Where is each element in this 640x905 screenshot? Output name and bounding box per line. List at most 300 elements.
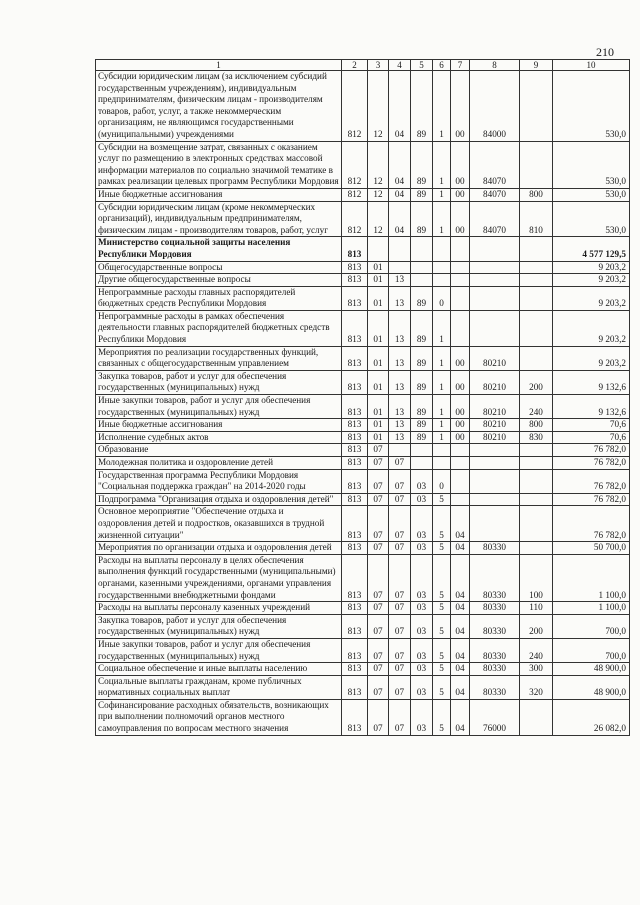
row-name: Социальные выплаты гражданам, кроме публичных нормативных социальных выплат <box>96 675 342 699</box>
table-row <box>96 469 630 493</box>
col-header: 1 <box>96 60 342 71</box>
row-code-c8: 80210 <box>470 370 520 394</box>
row-code-c3: 07 <box>368 602 389 615</box>
row-code-c2: 813 <box>342 542 368 555</box>
row-code-c6: 5 <box>433 493 451 506</box>
row-code-c5: 03 <box>411 614 433 638</box>
row-code-c4 <box>389 444 411 457</box>
col-header: 9 <box>520 60 553 71</box>
row-code-c6: 1 <box>433 188 451 201</box>
page-number: 210 <box>596 45 614 59</box>
row-code-c9 <box>520 71 553 142</box>
row-code-c3: 07 <box>368 675 389 699</box>
row-code-c6: 1 <box>433 419 451 432</box>
col-header: 10 <box>553 60 630 71</box>
row-code-c7: 00 <box>451 419 470 432</box>
row-code-c3: 07 <box>368 614 389 638</box>
table-row <box>96 699 630 735</box>
row-code-c7 <box>451 493 470 506</box>
row-code-c8: 80330 <box>470 542 520 555</box>
row-code-c4: 04 <box>389 188 411 201</box>
row-code-c7: 00 <box>451 71 470 142</box>
table-row <box>96 201 630 237</box>
row-code-c7: 00 <box>451 141 470 188</box>
row-code-c8: 80210 <box>470 346 520 370</box>
row-code-c6 <box>433 261 451 274</box>
row-code-c8: 80330 <box>470 675 520 699</box>
row-code-c6 <box>433 444 451 457</box>
row-code-c3: 12 <box>368 71 389 142</box>
row-code-c9: 240 <box>520 395 553 419</box>
row-code-c5: 03 <box>411 638 433 662</box>
row-code-c8 <box>470 274 520 287</box>
row-code-c4: 07 <box>389 493 411 506</box>
row-name: Субсидии юридическим лицам (кроме некоммерческих организаций), индивидуальным предпринимателям, физическим лицам - производителям товаров, работ, услуг <box>96 201 342 237</box>
row-name: Образование <box>96 444 342 457</box>
row-code-c4: 07 <box>389 554 411 601</box>
row-code-c5: 89 <box>411 286 433 310</box>
table-row <box>96 614 630 638</box>
row-code-c9 <box>520 506 553 542</box>
table-row <box>96 493 630 506</box>
row-code-c3: 07 <box>368 663 389 676</box>
row-code-c3: 12 <box>368 188 389 201</box>
table-row <box>96 554 630 601</box>
row-code-c2: 813 <box>342 346 368 370</box>
col-header: 6 <box>433 60 451 71</box>
row-code-c2: 813 <box>342 554 368 601</box>
table-row <box>96 506 630 542</box>
row-name: Мероприятия по организации отдыха и оздоровления детей <box>96 542 342 555</box>
row-code-c7: 04 <box>451 542 470 555</box>
row-amount: 530,0 <box>553 188 630 201</box>
row-code-c9 <box>520 286 553 310</box>
row-code-c6: 5 <box>433 542 451 555</box>
row-amount: 70,6 <box>553 419 630 432</box>
row-code-c4: 07 <box>389 506 411 542</box>
row-code-c8: 80210 <box>470 419 520 432</box>
row-amount: 48 900,0 <box>553 675 630 699</box>
row-amount: 530,0 <box>553 71 630 142</box>
table-row <box>96 71 630 142</box>
row-code-c2: 813 <box>342 274 368 287</box>
row-code-c6: 0 <box>433 469 451 493</box>
row-code-c5: 89 <box>411 431 433 444</box>
col-header: 4 <box>389 60 411 71</box>
row-code-c4: 07 <box>389 699 411 735</box>
row-code-c7 <box>451 286 470 310</box>
row-name: Иные бюджетные ассигнования <box>96 419 342 432</box>
row-code-c4: 07 <box>389 542 411 555</box>
row-amount: 9 203,2 <box>553 286 630 310</box>
row-code-c6: 0 <box>433 286 451 310</box>
row-code-c5: 89 <box>411 141 433 188</box>
row-amount: 76 782,0 <box>553 444 630 457</box>
row-code-c7: 00 <box>451 188 470 201</box>
table-row <box>96 274 630 287</box>
row-code-c9: 830 <box>520 431 553 444</box>
row-code-c9 <box>520 346 553 370</box>
row-code-c4: 13 <box>389 395 411 419</box>
row-code-c3 <box>368 237 389 261</box>
row-code-c6: 5 <box>433 554 451 601</box>
row-code-c2: 813 <box>342 493 368 506</box>
row-code-c5: 89 <box>411 201 433 237</box>
row-code-c2: 813 <box>342 431 368 444</box>
row-code-c9 <box>520 493 553 506</box>
row-code-c2: 813 <box>342 261 368 274</box>
row-code-c2: 813 <box>342 602 368 615</box>
table-row <box>96 675 630 699</box>
row-code-c4: 07 <box>389 675 411 699</box>
row-name: Субсидии юридическим лицам (за исключением субсидий государственным учреждениям), индивидуальным предпринимателям, физическим лицам - производителям товаров, работ, услуг, а также некоммерческим организациям, не являющимся государственными (муниципальными) учреждениями <box>96 71 342 142</box>
row-code-c9 <box>520 261 553 274</box>
row-code-c8 <box>470 469 520 493</box>
row-amount: 50 700,0 <box>553 542 630 555</box>
row-code-c3: 01 <box>368 431 389 444</box>
row-code-c7: 00 <box>451 395 470 419</box>
row-code-c2: 812 <box>342 71 368 142</box>
row-code-c5: 03 <box>411 554 433 601</box>
row-code-c3: 12 <box>368 141 389 188</box>
row-code-c7 <box>451 237 470 261</box>
row-amount: 76 782,0 <box>553 457 630 470</box>
row-name: Софинансирование расходных обязательств, возникающих при выполнении полномочий органов местного самоуправления по вопросам местного значения <box>96 699 342 735</box>
row-code-c6: 5 <box>433 699 451 735</box>
row-code-c5: 89 <box>411 395 433 419</box>
row-code-c7: 04 <box>451 663 470 676</box>
row-code-c9 <box>520 310 553 346</box>
row-code-c5 <box>411 444 433 457</box>
row-code-c2: 813 <box>342 444 368 457</box>
row-code-c9 <box>520 141 553 188</box>
row-code-c3: 07 <box>368 469 389 493</box>
row-code-c5: 03 <box>411 699 433 735</box>
row-code-c4: 13 <box>389 370 411 394</box>
row-code-c8: 80330 <box>470 554 520 601</box>
row-code-c4: 07 <box>389 602 411 615</box>
row-code-c3: 12 <box>368 201 389 237</box>
row-code-c9 <box>520 457 553 470</box>
row-code-c8 <box>470 444 520 457</box>
row-code-c9: 320 <box>520 675 553 699</box>
table-row <box>96 602 630 615</box>
row-code-c8 <box>470 261 520 274</box>
row-code-c7 <box>451 469 470 493</box>
row-code-c4: 13 <box>389 419 411 432</box>
row-code-c8: 80210 <box>470 395 520 419</box>
row-code-c8 <box>470 457 520 470</box>
row-code-c7: 04 <box>451 614 470 638</box>
row-amount: 1 100,0 <box>553 602 630 615</box>
row-amount: 9 132,6 <box>553 370 630 394</box>
row-code-c7 <box>451 274 470 287</box>
row-name: Субсидии на возмещение затрат, связанных с оказанием услуг по размещению в электронных средствах массовой информации материалов по социально значимой тематике в рамках реализации целевых программ Республики Мордовия <box>96 141 342 188</box>
row-code-c2: 813 <box>342 469 368 493</box>
col-header: 8 <box>470 60 520 71</box>
row-code-c6: 5 <box>433 602 451 615</box>
col-header: 7 <box>451 60 470 71</box>
col-header: 3 <box>368 60 389 71</box>
row-amount: 26 082,0 <box>553 699 630 735</box>
row-amount: 700,0 <box>553 614 630 638</box>
row-code-c6: 5 <box>433 663 451 676</box>
row-code-c9 <box>520 469 553 493</box>
row-code-c8 <box>470 493 520 506</box>
row-code-c6: 1 <box>433 431 451 444</box>
row-code-c5: 03 <box>411 675 433 699</box>
row-code-c6 <box>433 457 451 470</box>
row-name: Подпрограмма "Организация отдыха и оздоровления детей" <box>96 493 342 506</box>
row-name: Основное мероприятие "Обеспечение отдыха и оздоровления детей и подростков, оказавшихся в трудной жизненной ситуации" <box>96 506 342 542</box>
row-code-c8 <box>470 286 520 310</box>
row-code-c5: 89 <box>411 310 433 346</box>
row-amount: 76 782,0 <box>553 469 630 493</box>
row-code-c3: 01 <box>368 261 389 274</box>
row-code-c5: 03 <box>411 663 433 676</box>
row-code-c6: 5 <box>433 638 451 662</box>
row-code-c4: 07 <box>389 638 411 662</box>
row-amount: 700,0 <box>553 638 630 662</box>
row-name: Непрограммные расходы в рамках обеспечения деятельности главных распорядителей бюджетных средств Республики Мордовия <box>96 310 342 346</box>
row-name: Расходы на выплаты персоналу казенных учреждений <box>96 602 342 615</box>
row-code-c9: 300 <box>520 663 553 676</box>
row-code-c6: 5 <box>433 675 451 699</box>
row-name: Закупка товаров, работ и услуг для обеспечения государственных (муниципальных) нужд <box>96 370 342 394</box>
row-code-c2: 812 <box>342 141 368 188</box>
row-code-c3: 07 <box>368 699 389 735</box>
row-name: Мероприятия по реализации государственных функций, связанных с общегосударственным управлением <box>96 346 342 370</box>
row-code-c2: 813 <box>342 506 368 542</box>
row-code-c6: 1 <box>433 310 451 346</box>
row-name: Закупка товаров, работ и услуг для обеспечения государственных (муниципальных) нужд <box>96 614 342 638</box>
row-code-c7: 04 <box>451 506 470 542</box>
row-code-c8 <box>470 310 520 346</box>
row-code-c2: 813 <box>342 699 368 735</box>
row-code-c6: 5 <box>433 614 451 638</box>
row-code-c5 <box>411 274 433 287</box>
row-code-c7: 00 <box>451 346 470 370</box>
row-code-c4 <box>389 237 411 261</box>
row-code-c5: 03 <box>411 542 433 555</box>
row-code-c2: 813 <box>342 675 368 699</box>
row-amount: 4 577 129,5 <box>553 237 630 261</box>
row-code-c5 <box>411 237 433 261</box>
row-code-c3: 01 <box>368 419 389 432</box>
row-amount: 1 100,0 <box>553 554 630 601</box>
row-code-c4: 04 <box>389 141 411 188</box>
row-code-c3: 07 <box>368 457 389 470</box>
table-row <box>96 431 630 444</box>
row-code-c4: 13 <box>389 346 411 370</box>
row-code-c9: 200 <box>520 614 553 638</box>
table-row <box>96 542 630 555</box>
row-code-c2: 813 <box>342 310 368 346</box>
table-row <box>96 663 630 676</box>
row-code-c2: 813 <box>342 370 368 394</box>
row-amount: 530,0 <box>553 201 630 237</box>
table-row <box>96 261 630 274</box>
row-code-c5 <box>411 457 433 470</box>
row-amount: 9 203,2 <box>553 346 630 370</box>
row-code-c5: 89 <box>411 71 433 142</box>
row-code-c9 <box>520 274 553 287</box>
row-code-c9 <box>520 444 553 457</box>
row-code-c5: 03 <box>411 469 433 493</box>
row-code-c3: 07 <box>368 493 389 506</box>
row-code-c7: 04 <box>451 638 470 662</box>
row-code-c8: 76000 <box>470 699 520 735</box>
row-name: Иные закупки товаров, работ и услуг для обеспечения государственных (муниципальных) нужд <box>96 638 342 662</box>
row-amount: 9 203,2 <box>553 261 630 274</box>
row-code-c3: 01 <box>368 310 389 346</box>
row-code-c4: 13 <box>389 286 411 310</box>
table-row <box>96 395 630 419</box>
row-code-c7: 00 <box>451 370 470 394</box>
row-code-c9 <box>520 237 553 261</box>
row-code-c6: 1 <box>433 141 451 188</box>
row-code-c7 <box>451 310 470 346</box>
row-code-c4 <box>389 261 411 274</box>
row-code-c7: 04 <box>451 675 470 699</box>
row-code-c4: 13 <box>389 274 411 287</box>
row-name: Непрограммные расходы главных распорядителей бюджетных средств Республики Мордовия <box>96 286 342 310</box>
row-code-c4: 13 <box>389 310 411 346</box>
row-code-c2: 813 <box>342 237 368 261</box>
row-code-c8: 80330 <box>470 638 520 662</box>
row-code-c6 <box>433 237 451 261</box>
table-row <box>96 346 630 370</box>
row-code-c9: 800 <box>520 188 553 201</box>
row-code-c7: 00 <box>451 431 470 444</box>
row-code-c9: 110 <box>520 602 553 615</box>
row-code-c2: 812 <box>342 188 368 201</box>
row-code-c8 <box>470 506 520 542</box>
col-header: 2 <box>342 60 368 71</box>
row-code-c3: 07 <box>368 444 389 457</box>
row-code-c9: 100 <box>520 554 553 601</box>
row-code-c4: 07 <box>389 663 411 676</box>
row-code-c4: 04 <box>389 201 411 237</box>
row-code-c2: 813 <box>342 638 368 662</box>
row-code-c5: 03 <box>411 602 433 615</box>
row-code-c7: 04 <box>451 554 470 601</box>
row-code-c2: 812 <box>342 201 368 237</box>
table-row <box>96 310 630 346</box>
row-code-c3: 07 <box>368 506 389 542</box>
row-code-c2: 813 <box>342 457 368 470</box>
row-code-c5: 03 <box>411 493 433 506</box>
row-amount: 76 782,0 <box>553 493 630 506</box>
table-body <box>96 71 630 736</box>
row-amount: 9 132,6 <box>553 395 630 419</box>
row-code-c7: 00 <box>451 201 470 237</box>
row-code-c7: 04 <box>451 699 470 735</box>
row-code-c4: 07 <box>389 457 411 470</box>
row-code-c5: 03 <box>411 506 433 542</box>
row-code-c6: 5 <box>433 506 451 542</box>
row-code-c8: 80330 <box>470 602 520 615</box>
row-code-c2: 813 <box>342 395 368 419</box>
row-code-c7: 04 <box>451 602 470 615</box>
table-row <box>96 444 630 457</box>
row-amount: 9 203,2 <box>553 310 630 346</box>
row-code-c8: 80330 <box>470 614 520 638</box>
budget-table <box>95 59 630 736</box>
row-code-c8: 84070 <box>470 188 520 201</box>
row-code-c9 <box>520 542 553 555</box>
row-code-c3: 01 <box>368 286 389 310</box>
row-code-c8: 80210 <box>470 431 520 444</box>
row-code-c3: 07 <box>368 554 389 601</box>
row-name: Иные бюджетные ассигнования <box>96 188 342 201</box>
row-code-c2: 813 <box>342 614 368 638</box>
row-code-c9 <box>520 699 553 735</box>
row-name: Расходы на выплаты персоналу в целях обеспечения выполнения функций государственными (муниципальными) органами, казенными учреждениями, органами управления государственными внебюджетными фондами <box>96 554 342 601</box>
row-code-c9: 810 <box>520 201 553 237</box>
row-code-c6: 1 <box>433 395 451 419</box>
row-code-c2: 813 <box>342 419 368 432</box>
row-code-c3: 01 <box>368 395 389 419</box>
row-code-c4: 04 <box>389 71 411 142</box>
row-code-c3: 07 <box>368 638 389 662</box>
row-amount: 48 900,0 <box>553 663 630 676</box>
row-amount: 70,6 <box>553 431 630 444</box>
row-code-c5: 89 <box>411 419 433 432</box>
table-row <box>96 286 630 310</box>
row-code-c8 <box>470 237 520 261</box>
table-row <box>96 457 630 470</box>
table-row <box>96 141 630 188</box>
table-row <box>96 237 630 261</box>
table-row <box>96 638 630 662</box>
row-code-c7 <box>451 457 470 470</box>
row-code-c8: 84000 <box>470 71 520 142</box>
table-row <box>96 188 630 201</box>
row-code-c6: 1 <box>433 71 451 142</box>
row-code-c6: 1 <box>433 346 451 370</box>
table-row <box>96 370 630 394</box>
row-code-c7 <box>451 444 470 457</box>
row-code-c6 <box>433 274 451 287</box>
row-name: Общегосударственные вопросы <box>96 261 342 274</box>
row-code-c2: 813 <box>342 286 368 310</box>
row-name: Социальное обеспечение и иные выплаты населению <box>96 663 342 676</box>
row-name: Молодежная политика и оздоровление детей <box>96 457 342 470</box>
row-code-c8: 84070 <box>470 201 520 237</box>
row-code-c8: 80330 <box>470 663 520 676</box>
row-code-c9: 800 <box>520 419 553 432</box>
row-code-c4: 07 <box>389 469 411 493</box>
row-code-c7 <box>451 261 470 274</box>
row-code-c3: 07 <box>368 542 389 555</box>
row-code-c6: 1 <box>433 370 451 394</box>
row-code-c9: 200 <box>520 370 553 394</box>
row-code-c5: 89 <box>411 346 433 370</box>
row-code-c5: 89 <box>411 370 433 394</box>
row-code-c3: 01 <box>368 346 389 370</box>
col-header: 5 <box>411 60 433 71</box>
table-row <box>96 419 630 432</box>
row-code-c3: 01 <box>368 274 389 287</box>
row-name: Другие общегосударственные вопросы <box>96 274 342 287</box>
row-name: Государственная программа Республики Мордовия "Социальная поддержка граждан" на 2014-2020 годы <box>96 469 342 493</box>
row-code-c3: 01 <box>368 370 389 394</box>
row-code-c9: 240 <box>520 638 553 662</box>
row-name: Министерство социальной защиты населения Республики Мордовия <box>96 237 342 261</box>
row-code-c8: 84070 <box>470 141 520 188</box>
row-code-c5 <box>411 261 433 274</box>
